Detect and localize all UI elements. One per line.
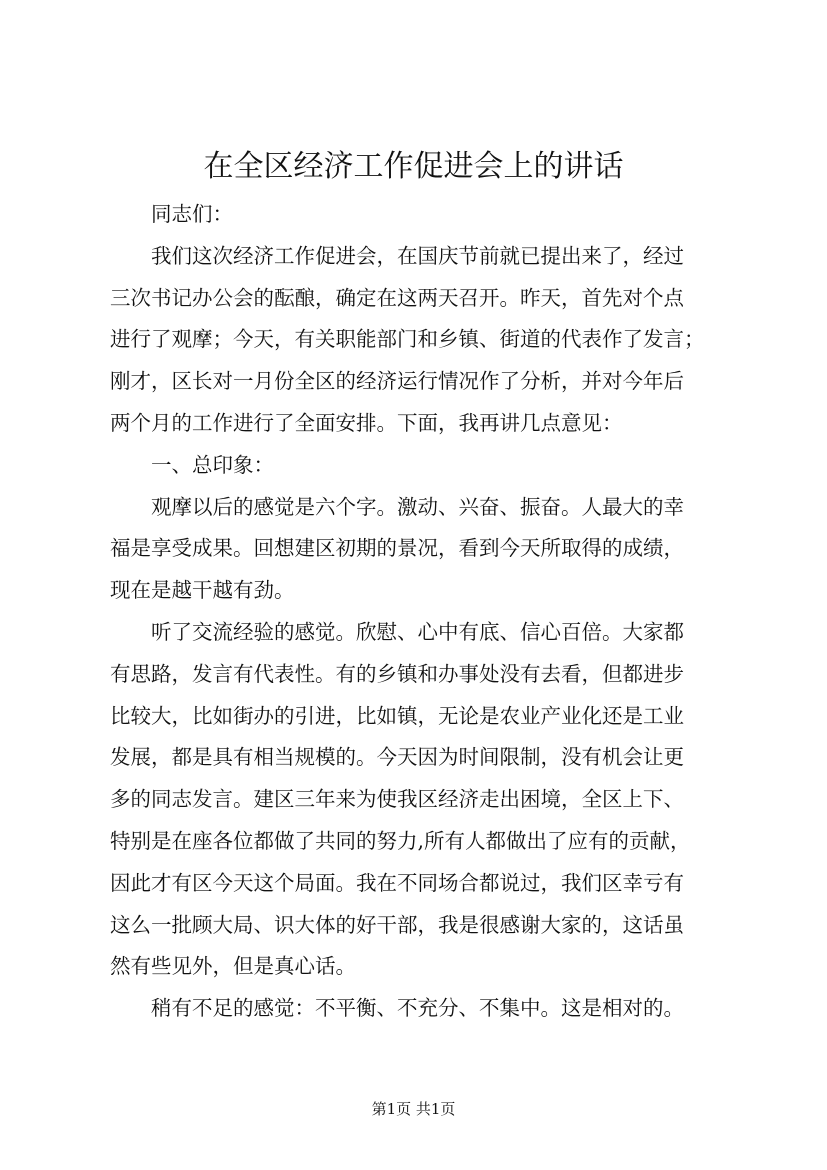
text-line: 比较大，比如街办的引进，比如镇，无论是农业产业化还是工业 bbox=[110, 703, 684, 728]
section-heading-overall-impression bbox=[110, 445, 740, 487]
text-line: 我们这次经济工作促进会，在国庆节前就已提出来了，经过 bbox=[151, 243, 684, 268]
text-line: 因此才有区今天这个局面。我在不同场合都说过，我们区幸亏有 bbox=[110, 870, 684, 895]
paragraph-shortcomings bbox=[110, 988, 740, 1030]
page-footer: 第1页 共1页 bbox=[371, 1100, 456, 1118]
text-line: 这么一批顾大局、识大体的好干部，我是很感谢大家的，这话虽 bbox=[110, 912, 684, 937]
paragraph-exchange bbox=[110, 612, 740, 988]
paragraph-intro bbox=[110, 236, 740, 445]
text-line: 然有些见外，但是真心话。 bbox=[110, 954, 356, 979]
text-line: 现在是越干越有劲。 bbox=[110, 578, 295, 603]
paragraph-greeting bbox=[110, 194, 740, 236]
text-line: 同志们： bbox=[151, 202, 233, 226]
text-line: 多的同志发言。建区三年来为使我区经济走出困境，全区上下、 bbox=[110, 787, 684, 812]
text-line: 两个月的工作进行了全面安排。下面，我再讲几点意见： bbox=[110, 410, 623, 435]
text-line: 特别是在座各位都做了共同的努力,所有人都做出了应有的贡献， bbox=[110, 828, 691, 853]
paragraph-observation bbox=[110, 487, 740, 612]
text-line: 进行了观摩；今天，有关职能部门和乡镇、街道的代表作了发言； bbox=[110, 327, 705, 352]
text-line: 一、总印象： bbox=[151, 452, 274, 477]
document-body bbox=[110, 194, 740, 1030]
text-line: 稍有不足的感觉：不平衡、不充分、不集中。这是相对的。 bbox=[151, 996, 684, 1021]
text-line: 福是享受成果。回想建区初期的景况，看到今天所取得的成绩， bbox=[110, 536, 684, 561]
document-title: 在全区经济工作促进会上的讲话 bbox=[203, 149, 624, 184]
text-line: 发展，都是具有相当规模的。今天因为时间限制，没有机会让更 bbox=[110, 745, 684, 770]
text-line: 三次书记办公会的酝酿，确定在这两天召开。昨天，首先对个点 bbox=[110, 285, 684, 310]
text-line: 观摩以后的感觉是六个字。激动、兴奋、振奋。人最大的幸 bbox=[151, 494, 684, 519]
text-line: 刚才，区长对一月份全区的经济运行情况作了分析，并对今年后 bbox=[110, 369, 684, 394]
text-line: 有思路，发言有代表性。有的乡镇和办事处没有去看，但都进步 bbox=[110, 661, 684, 686]
text-line: 听了交流经验的感觉。欣慰、心中有底、信心百倍。大家都 bbox=[151, 619, 684, 644]
